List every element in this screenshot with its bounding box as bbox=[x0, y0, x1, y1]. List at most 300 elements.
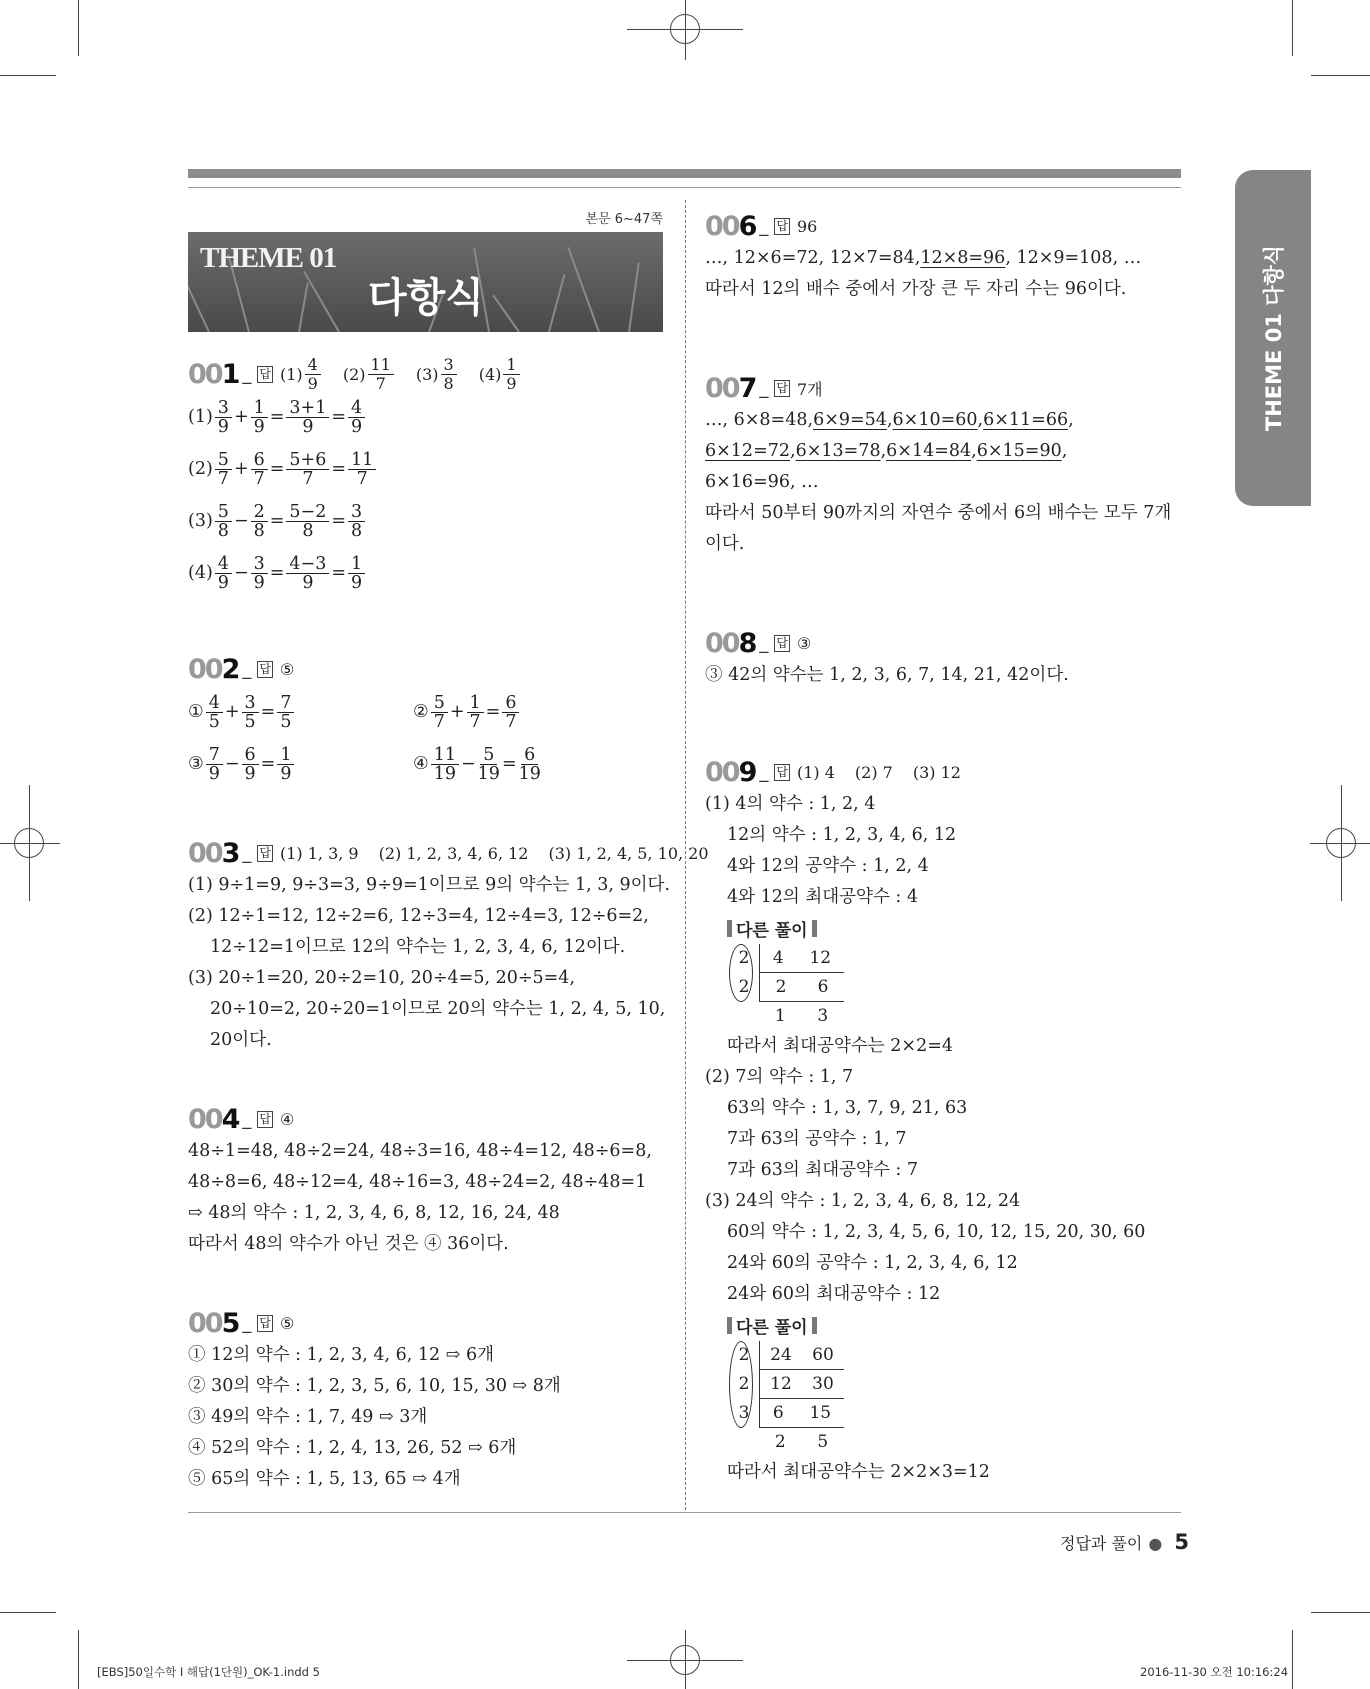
denominator: 9 bbox=[280, 763, 292, 784]
text-run: ① 12의 약수 : 1, 2, 3, 4, 6, 12 ⇨ 6개 bbox=[188, 1345, 495, 1365]
answer-item bbox=[479, 356, 522, 393]
numerator: 6 bbox=[242, 746, 259, 765]
bar-icon bbox=[812, 1317, 817, 1334]
text-run: + bbox=[224, 702, 240, 722]
text-run: ⇨ 48의 약수 : 1, 2, 3, 4, 6, 8, 12, 16, 24, 48 bbox=[188, 1203, 560, 1223]
fraction bbox=[286, 451, 329, 488]
underlined-expression: 6×12=72 bbox=[705, 441, 790, 461]
slug-right: 2016-11-30 오전 10:16:24 bbox=[1140, 1665, 1289, 1679]
solution-line bbox=[705, 405, 1180, 436]
fraction bbox=[215, 503, 232, 540]
text-run: 24와 60의 최대공약수 : 12 bbox=[727, 1284, 941, 1304]
text-run: (3) 1, 2, 4, 5, 10, 20 bbox=[548, 843, 709, 863]
quotients bbox=[759, 1399, 844, 1428]
text-run: (2) bbox=[342, 364, 366, 384]
answer-item bbox=[379, 844, 529, 863]
conclusion-line: 따라서 최대공약수는 2×2=4 bbox=[727, 1036, 953, 1056]
bullet-icon: ● bbox=[1148, 1534, 1163, 1553]
text-run: (1) 9÷1=9, 9÷3=3, 9÷9=1이므로 9의 약수는 1, 3, 9이다. bbox=[188, 875, 670, 895]
solution-line bbox=[705, 243, 1180, 274]
text-run: = bbox=[260, 754, 276, 774]
numerator: 11 bbox=[431, 746, 459, 765]
solution-line bbox=[705, 1124, 1180, 1155]
fraction bbox=[215, 451, 232, 488]
denominator: 7 bbox=[505, 711, 517, 732]
text-run: , bbox=[886, 410, 893, 430]
denominator: 7 bbox=[217, 468, 229, 489]
problem-004 bbox=[188, 1102, 663, 1260]
problem-006 bbox=[705, 209, 1180, 305]
denominator: 8 bbox=[253, 520, 265, 541]
text-run: − bbox=[460, 754, 476, 774]
solution-line bbox=[705, 1155, 1180, 1186]
numerator: 3+1 bbox=[286, 399, 329, 418]
number-last: 3 bbox=[221, 837, 239, 869]
page-reference: 본문 6~47쪽 bbox=[585, 212, 663, 227]
text-run: (3) bbox=[415, 364, 439, 384]
text-run: − bbox=[233, 563, 249, 583]
problem-003 bbox=[188, 836, 709, 1056]
ladder-cell: 30 bbox=[812, 1374, 834, 1394]
other-solution-label bbox=[705, 1310, 1180, 1341]
ladder-cell: 15 bbox=[809, 1403, 832, 1423]
denominator: 5 bbox=[244, 711, 256, 732]
numerator: 7 bbox=[206, 746, 223, 765]
text-run: = bbox=[485, 702, 501, 722]
problem-002 bbox=[188, 652, 663, 790]
text-run: 이다. bbox=[705, 534, 745, 554]
text-run: ② 30의 약수 : 1, 2, 3, 5, 6, 10, 15, 30 ⇨ 8개 bbox=[188, 1376, 561, 1396]
number-last: 1 bbox=[221, 358, 239, 390]
grass-decoration bbox=[628, 263, 640, 332]
text-run: ① bbox=[188, 702, 204, 722]
fraction bbox=[348, 555, 365, 592]
numerator: 4 bbox=[348, 399, 365, 418]
text-run: (4) bbox=[188, 563, 213, 583]
number-last: 9 bbox=[738, 756, 756, 788]
numerator: 2 bbox=[251, 503, 268, 522]
ladder-cell: 5 bbox=[817, 1432, 829, 1452]
text-run: ⑤ 65의 약수 : 1, 5, 13, 65 ⇨ 4개 bbox=[188, 1469, 461, 1489]
underscore: _ bbox=[242, 364, 252, 385]
crop-mark bbox=[1292, 1630, 1293, 1689]
solution-line bbox=[705, 1217, 1180, 1248]
problem-number bbox=[188, 654, 238, 685]
solution-line bbox=[188, 932, 663, 963]
fraction bbox=[431, 694, 448, 731]
text-run: 6×16=96, … bbox=[705, 472, 819, 492]
text-run: 따라서 50부터 90까지의 자연수 중에서 6의 배수는 모두 7개 bbox=[705, 503, 1172, 523]
grass-decoration bbox=[303, 271, 340, 332]
quotients bbox=[759, 1341, 844, 1370]
text-run: (2) 7의 약수 : 1, 7 bbox=[705, 1067, 854, 1087]
text-run: − bbox=[233, 511, 249, 531]
answer-mark-icon: 답 bbox=[259, 1315, 271, 1330]
fraction bbox=[251, 503, 268, 540]
answer-mark-icon: 답 bbox=[776, 635, 788, 650]
side-tab bbox=[1235, 170, 1311, 506]
numerator: 3 bbox=[441, 356, 457, 375]
underlined-expression: 6×9=54 bbox=[813, 410, 887, 430]
fraction bbox=[251, 451, 268, 488]
answer-item bbox=[855, 763, 893, 782]
solution-line bbox=[188, 1402, 663, 1433]
underlined-expression: 6×13=78 bbox=[795, 441, 881, 461]
text-run: (3) 12 bbox=[912, 762, 961, 782]
registration-circle bbox=[1326, 828, 1356, 858]
fraction bbox=[215, 399, 232, 436]
solution-line bbox=[188, 1198, 663, 1229]
ladder-cell: 6 bbox=[817, 977, 829, 997]
problem-number bbox=[705, 628, 755, 659]
number-prefix: 00 bbox=[188, 653, 222, 685]
footer-label: 정답과 풀이 bbox=[1060, 1534, 1143, 1553]
number-prefix: 00 bbox=[705, 372, 739, 404]
text-run: = bbox=[269, 459, 285, 479]
text-run: 4와 12의 최대공약수 : 4 bbox=[727, 887, 919, 907]
solution-cell bbox=[413, 746, 638, 783]
solution-line bbox=[188, 1464, 663, 1495]
denominator: 7 bbox=[356, 468, 368, 489]
problem-number bbox=[188, 838, 238, 869]
bar-icon bbox=[727, 920, 732, 937]
text-run: (1) bbox=[279, 364, 303, 384]
problem-number bbox=[188, 359, 238, 390]
text-run: (3) 20÷1=20, 20÷2=10, 20÷4=5, 20÷5=4, bbox=[188, 968, 576, 988]
denominator: 9 bbox=[208, 763, 220, 784]
solution-line bbox=[705, 274, 1180, 305]
denominator: 8 bbox=[217, 520, 229, 541]
fraction bbox=[286, 503, 329, 540]
grass-decoration bbox=[567, 247, 600, 332]
quotients bbox=[759, 1428, 844, 1457]
problem-number bbox=[705, 373, 755, 404]
number-prefix: 00 bbox=[188, 358, 222, 390]
text-run: (2) bbox=[188, 459, 213, 479]
problem-001 bbox=[188, 354, 663, 599]
quotients bbox=[759, 1370, 844, 1399]
ladder-row bbox=[729, 973, 1180, 1002]
denominator: 9 bbox=[351, 416, 363, 437]
problem-header bbox=[705, 371, 1180, 405]
bar-icon bbox=[727, 1317, 732, 1334]
bar-icon bbox=[812, 920, 817, 937]
text-run: …, 12×6=72, 12×7=84, bbox=[705, 248, 921, 268]
division-ladder bbox=[729, 944, 1180, 1031]
numerator: 5−2 bbox=[286, 503, 329, 522]
number-prefix: 00 bbox=[188, 1307, 222, 1339]
ladder-row bbox=[729, 1370, 1180, 1399]
numerator: 4 bbox=[206, 694, 223, 713]
solution-line bbox=[188, 994, 666, 1025]
underlined-expression: 6×15=90 bbox=[976, 441, 1062, 461]
denominator: 9 bbox=[506, 373, 517, 393]
quotients bbox=[759, 944, 844, 973]
numerator: 6 bbox=[251, 451, 268, 470]
grass-decoration bbox=[492, 295, 519, 332]
solution-line bbox=[188, 1340, 663, 1371]
solution-line bbox=[705, 660, 1180, 691]
problem-007 bbox=[705, 371, 1180, 560]
problem-header bbox=[188, 354, 663, 393]
numerator: 5+6 bbox=[286, 451, 329, 470]
text-run: 60의 약수 : 1, 2, 3, 4, 5, 6, 10, 12, 15, 20, 30, 60 bbox=[727, 1222, 1146, 1242]
answer-item bbox=[280, 660, 294, 679]
underlined-expression: 6×14=84 bbox=[886, 441, 972, 461]
ladder-cell: 60 bbox=[812, 1345, 834, 1365]
fraction bbox=[503, 356, 519, 393]
answer-item bbox=[797, 634, 811, 653]
denominator: 7 bbox=[469, 711, 481, 732]
crop-mark bbox=[0, 1612, 56, 1613]
grass-decoration bbox=[188, 277, 210, 332]
text-run: (3) 24의 약수 : 1, 2, 3, 4, 6, 8, 12, 24 bbox=[705, 1191, 1021, 1211]
crop-mark bbox=[1292, 0, 1293, 56]
fraction bbox=[467, 694, 484, 731]
text-run: (1) 4의 약수 : 1, 2, 4 bbox=[705, 794, 876, 814]
text-run: = bbox=[269, 511, 285, 531]
text-run: ③ 42의 약수는 1, 2, 3, 6, 7, 14, 21, 42이다. bbox=[705, 665, 1069, 685]
quotients bbox=[759, 1002, 844, 1031]
solution-row bbox=[188, 686, 663, 738]
solution-line bbox=[188, 1433, 663, 1464]
crop-mark bbox=[78, 0, 79, 56]
problem-header bbox=[188, 1306, 663, 1340]
underscore: _ bbox=[759, 762, 769, 783]
underlined-expression: 6×10=60 bbox=[892, 410, 978, 430]
ladder-cell: 3 bbox=[817, 1006, 829, 1026]
other-solution-text: 다른 풀이 bbox=[736, 1318, 808, 1338]
ladder-row bbox=[729, 1399, 1180, 1428]
denominator: 9 bbox=[307, 373, 318, 393]
underscore: _ bbox=[759, 378, 769, 399]
ladder-cell: 12 bbox=[809, 948, 832, 968]
denominator: 7 bbox=[253, 468, 265, 489]
text-run: = bbox=[501, 754, 517, 774]
ladder-cell: 1 bbox=[774, 1006, 786, 1026]
fraction bbox=[348, 399, 365, 436]
fraction bbox=[519, 746, 541, 783]
problem-008 bbox=[705, 626, 1180, 691]
text-run: …, 6×8=48, bbox=[705, 410, 814, 430]
divisor: 2 bbox=[738, 1345, 750, 1365]
denominator: 19 bbox=[518, 763, 541, 784]
text-run: (3) bbox=[188, 511, 213, 531]
fraction bbox=[251, 555, 268, 592]
solution-line bbox=[188, 391, 663, 443]
text-run: = bbox=[260, 702, 276, 722]
problem-header bbox=[705, 209, 1180, 243]
denominator: 7 bbox=[375, 373, 386, 393]
fraction bbox=[286, 399, 329, 436]
answer-item bbox=[280, 1314, 294, 1333]
ladder-cell: 6 bbox=[772, 1403, 784, 1423]
numerator: 1 bbox=[277, 746, 294, 765]
denominator: 9 bbox=[217, 416, 229, 437]
ladder-row bbox=[729, 1428, 1180, 1457]
number-last: 6 bbox=[738, 210, 756, 242]
text-run: 48÷1=48, 48÷2=24, 48÷3=16, 48÷4=12, 48÷6=8, bbox=[188, 1141, 652, 1161]
divisor: 2 bbox=[738, 948, 750, 968]
numerator: 3 bbox=[251, 555, 268, 574]
number-prefix: 00 bbox=[705, 210, 739, 242]
crop-mark bbox=[1311, 1612, 1370, 1613]
number-last: 8 bbox=[738, 627, 756, 659]
text-run: = bbox=[331, 459, 347, 479]
solution-line bbox=[705, 882, 1180, 913]
bottom-rule bbox=[188, 1512, 1181, 1513]
number-last: 4 bbox=[221, 1103, 239, 1135]
text-run: 따라서 12의 배수 중에서 가장 큰 두 자리 수는 96이다. bbox=[705, 279, 1127, 299]
underlined-expression: 12×8=96 bbox=[920, 248, 1006, 268]
fraction bbox=[286, 555, 329, 592]
problem-number bbox=[188, 1104, 238, 1135]
problem-header bbox=[705, 626, 1180, 660]
answer-mark-icon: 답 bbox=[259, 1111, 271, 1126]
divisor-circle bbox=[729, 944, 753, 1002]
text-run: 따라서 48의 약수가 아닌 것은 ④ 36이다. bbox=[188, 1234, 509, 1254]
denominator: 5 bbox=[208, 711, 220, 732]
denominator: 8 bbox=[302, 520, 314, 541]
problem-header bbox=[188, 652, 663, 686]
denominator: 9 bbox=[244, 763, 256, 784]
problem-number bbox=[705, 211, 755, 242]
fraction bbox=[206, 694, 223, 731]
number-last: 7 bbox=[738, 372, 756, 404]
text-run: (2) 7 bbox=[854, 762, 893, 782]
ladder-row bbox=[729, 1002, 1180, 1031]
text-run: 24와 60의 공약수 : 1, 2, 3, 4, 6, 12 bbox=[727, 1253, 1018, 1273]
solution-line bbox=[705, 1186, 1180, 1217]
text-run: ⑤ bbox=[279, 659, 295, 679]
text-run: + bbox=[233, 407, 249, 427]
answer-item bbox=[280, 1110, 294, 1129]
numerator: 4 bbox=[215, 555, 232, 574]
numerator: 1 bbox=[503, 356, 519, 375]
text-run: (1) 1, 3, 9 bbox=[279, 843, 359, 863]
numerator: 6 bbox=[521, 746, 538, 765]
underscore: _ bbox=[242, 1109, 252, 1130]
denominator: 9 bbox=[302, 572, 314, 593]
ladder-cell: 2 bbox=[774, 1432, 786, 1452]
solution-line bbox=[188, 495, 663, 547]
fraction bbox=[441, 356, 457, 393]
underscore: _ bbox=[759, 216, 769, 237]
answer-item bbox=[797, 377, 823, 400]
text-run: , bbox=[971, 441, 977, 461]
fraction bbox=[242, 746, 259, 783]
answer-item bbox=[416, 356, 459, 393]
solution-line bbox=[188, 1167, 663, 1198]
page-footer bbox=[1060, 1530, 1189, 1554]
fraction bbox=[251, 399, 268, 436]
text-run: 7과 63의 공약수 : 1, 7 bbox=[727, 1129, 907, 1149]
text-run: (1) 4 bbox=[796, 762, 835, 782]
text-run: , 12×9=108, … bbox=[1005, 248, 1142, 268]
text-run: 63의 약수 : 1, 3, 7, 9, 21, 63 bbox=[727, 1098, 968, 1118]
text-run: (2) 1, 2, 3, 4, 6, 12 bbox=[378, 843, 529, 863]
numerator: 4 bbox=[305, 356, 321, 375]
text-run: , bbox=[790, 441, 796, 461]
fraction bbox=[215, 555, 232, 592]
denominator: 7 bbox=[433, 711, 445, 732]
text-run: 7개 bbox=[796, 379, 823, 399]
answer-mark-icon: 답 bbox=[776, 218, 788, 233]
divisor: 2 bbox=[738, 1374, 750, 1394]
solution-line bbox=[705, 1062, 1180, 1093]
fraction bbox=[431, 746, 459, 783]
answer-mark-icon: 답 bbox=[776, 380, 788, 395]
problem-header bbox=[188, 836, 709, 870]
fraction bbox=[348, 451, 376, 488]
text-run: , bbox=[1068, 410, 1074, 430]
numerator: 1 bbox=[348, 555, 365, 574]
solution-line bbox=[705, 820, 1180, 851]
numerator: 5 bbox=[215, 451, 232, 470]
registration-circle bbox=[670, 14, 700, 44]
answer-item bbox=[343, 356, 396, 393]
ladder-row bbox=[729, 944, 1180, 973]
text-run: 4와 12의 공약수 : 1, 2, 4 bbox=[727, 856, 929, 876]
side-tab-label: THEME 01 다항식 bbox=[1262, 244, 1286, 432]
division-ladder bbox=[729, 1341, 1180, 1457]
numerator: 3 bbox=[242, 694, 259, 713]
answer-item bbox=[280, 356, 323, 393]
answer-item bbox=[913, 763, 961, 782]
numerator: 4−3 bbox=[286, 555, 329, 574]
other-solution-text: 다른 풀이 bbox=[736, 921, 808, 941]
ladder-cell: 12 bbox=[770, 1374, 792, 1394]
divisor: 2 bbox=[738, 977, 750, 997]
slug-left: [EBS]50일수학 I 해답(1단원)_OK-1.indd 5 bbox=[97, 1665, 320, 1679]
problem-number bbox=[705, 757, 755, 788]
number-last: 5 bbox=[221, 1307, 239, 1339]
numerator: 3 bbox=[348, 503, 365, 522]
denominator: 7 bbox=[302, 468, 314, 489]
conclusion-line: 따라서 최대공약수는 2×2×3=12 bbox=[727, 1462, 990, 1482]
crop-mark bbox=[1311, 75, 1370, 76]
ladder-cell: 2 bbox=[775, 977, 787, 997]
solution-cell bbox=[413, 694, 638, 731]
divisor-circle bbox=[729, 1341, 753, 1428]
solution-line bbox=[188, 1025, 663, 1056]
underscore: _ bbox=[242, 843, 252, 864]
ladder-cell: 4 bbox=[772, 948, 784, 968]
denominator: 8 bbox=[351, 520, 363, 541]
text-run: 12의 약수 : 1, 2, 3, 4, 6, 12 bbox=[727, 825, 957, 845]
text-run: ③ 49의 약수 : 1, 7, 49 ⇨ 3개 bbox=[188, 1407, 428, 1427]
fraction bbox=[478, 746, 500, 783]
page-number: 5 bbox=[1174, 1530, 1189, 1554]
answer-item bbox=[797, 763, 835, 782]
solution-line bbox=[705, 851, 1180, 882]
number-last: 2 bbox=[221, 653, 239, 685]
text-run: , bbox=[1061, 441, 1068, 461]
registration-circle bbox=[670, 1645, 700, 1675]
fraction bbox=[502, 694, 519, 731]
underlined-expression: 6×11=66 bbox=[983, 410, 1069, 430]
fraction bbox=[206, 746, 223, 783]
text-run: (1) bbox=[188, 407, 213, 427]
numerator: 1 bbox=[467, 694, 484, 713]
underscore: _ bbox=[242, 1313, 252, 1334]
text-run: = bbox=[269, 563, 285, 583]
numerator: 11 bbox=[348, 451, 376, 470]
text-run: (4) bbox=[478, 364, 502, 384]
theme-banner bbox=[188, 232, 663, 332]
fraction bbox=[277, 694, 294, 731]
solution-line bbox=[188, 901, 663, 932]
